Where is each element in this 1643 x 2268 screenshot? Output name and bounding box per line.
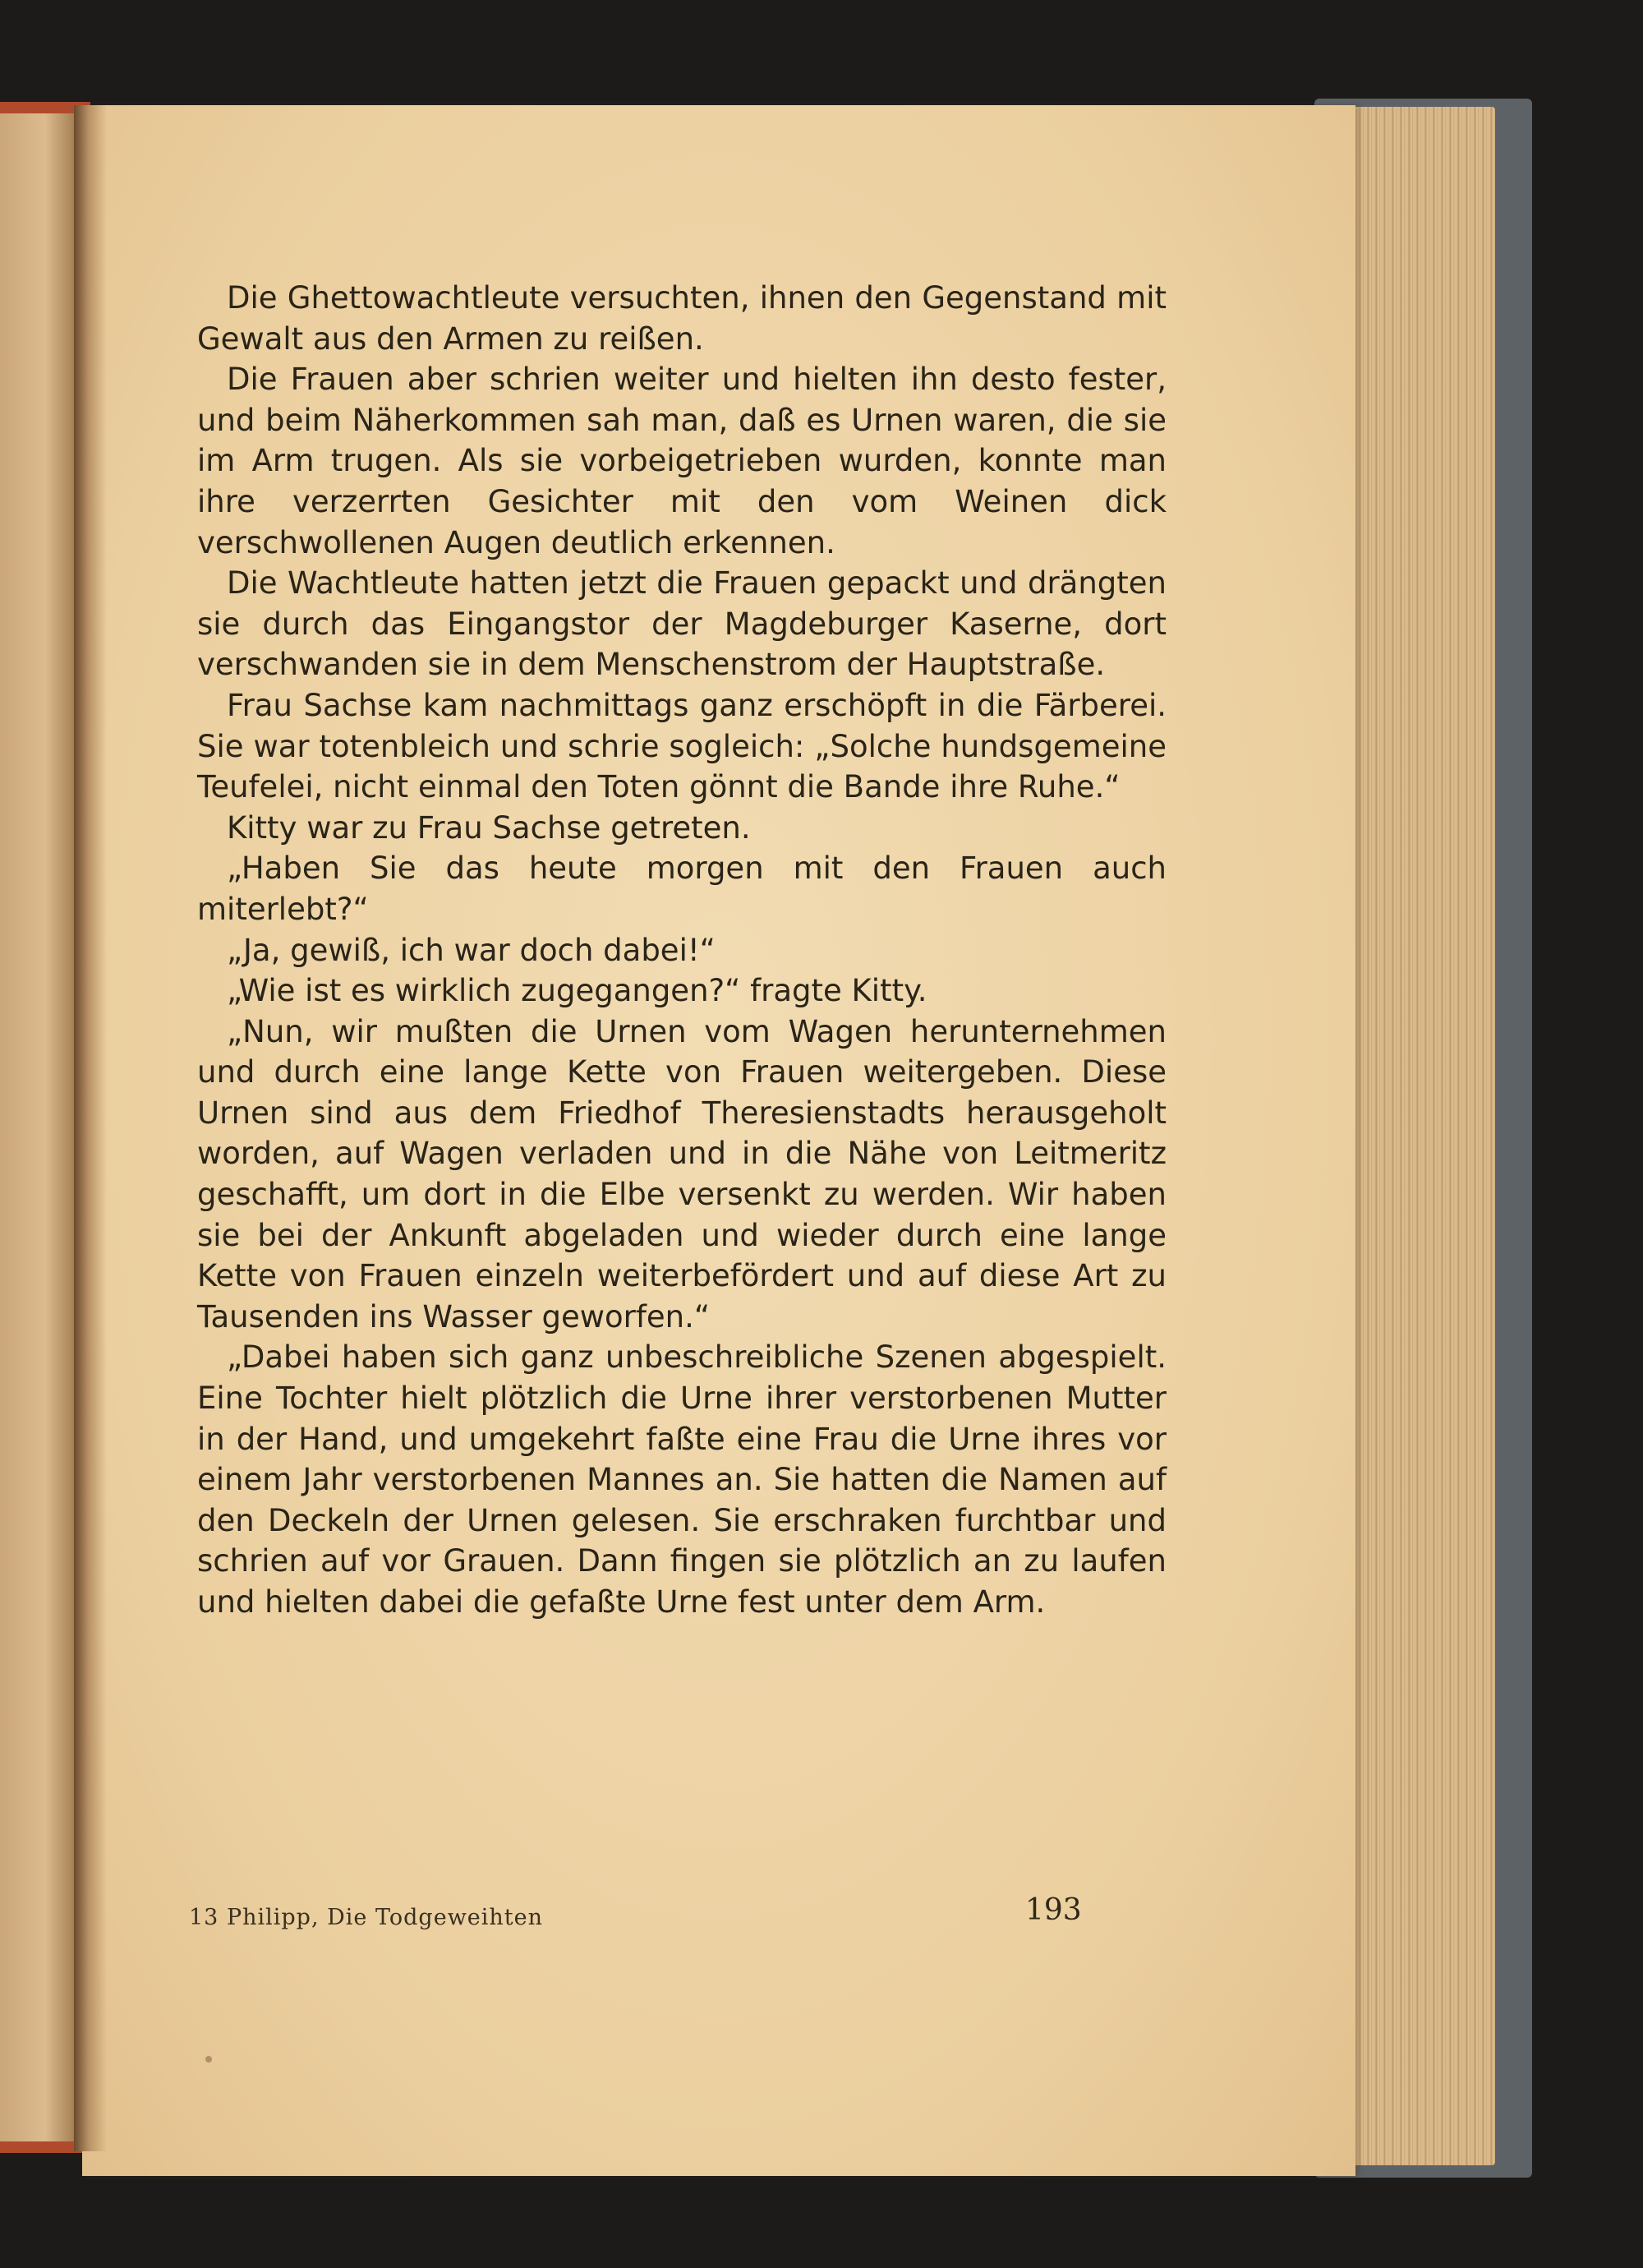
paragraph: Frau Sachse kam nachmittags ganz erschöpft in die Färberei. Sie war totenbleich und schrie sogleich: „Solche hundsgemeine Teufelei, nicht einmal den Toten gönnt die Bande ihre Ruhe.“ [197, 687, 1167, 805]
paragraph: Die Ghettowachtleute versuchten, ihnen den Gegenstand mit Gewalt aus den Armen zu reißen. [197, 280, 1167, 357]
page-number: 193 [1025, 1893, 1082, 1927]
paragraph: Die Wachtleute hatten jetzt die Frauen gepackt und drängten sie durch das Eingangstor der Magdeburger Kaserne, dort verschwanden sie in dem Menschenstrom der Hauptstraße. [197, 565, 1167, 683]
left-page-fragment [0, 105, 82, 2151]
gutter-shadow [74, 105, 107, 2151]
paragraph: Kitty war zu Frau Sachse getreten. [227, 809, 751, 846]
paragraph: „Nun, wir mußten die Urnen vom Wagen herunternehmen und durch eine lange Kette von Frauen weitergeben. Diese Urnen sind aus dem Friedhof Theresienstadts herausgeholt worden, auf Wagen verladen und in die Nähe von Leitmeritz geschafft, um dort in die Elbe versenkt zu werden. Wir haben sie bei der Ankunft abgeladen und wieder durch eine lange Kette von Frauen einzeln weiterbefördert und auf diese Art zu Tausenden ins Wasser geworfen.“ [197, 1013, 1167, 1335]
body-text [197, 278, 1167, 1623]
paragraph: „Dabei haben sich ganz unbeschreibliche Szenen abgespielt. Eine Tochter hielt plötzlich die Urne ihrer verstorbenen Mutter in der Hand, und umgekehrt faßte eine Frau die Urne ihres vor einem Jahr verstorbenen Mannes an. Sie hatten die Namen auf den Deckeln der Urnen gelesen. Sie erschraken furchtbar und schrien auf vor Grauen. Dann fingen sie plötzlich an zu laufen und hielten dabei die gefaßte Urne fest unter dem Arm. [197, 1339, 1167, 1620]
paragraph: „Ja, gewiß, ich war doch dabei!“ [227, 932, 716, 968]
paragraph: „Wie ist es wirklich zugegangen?“ fragte Kitty. [227, 973, 927, 1009]
book-page [82, 105, 1355, 2176]
printer-signature: 13 Philipp, Die Todgeweihten [189, 1905, 544, 1930]
paper-spot [205, 2056, 212, 2063]
paragraph: „Haben Sie das heute morgen mit den Frauen auch miterlebt?“ [197, 850, 1167, 927]
paragraph: Die Frauen aber schrien weiter und hielten ihn desto fester, und beim Näherkommen sah man, daß es Urnen waren, die sie im Arm trugen. Als sie vorbeigetrieben wurden, konnte man ihre verzerrten Gesichter mit den vom Weinen dick verschwollenen Augen deutlich erkennen. [197, 362, 1167, 560]
